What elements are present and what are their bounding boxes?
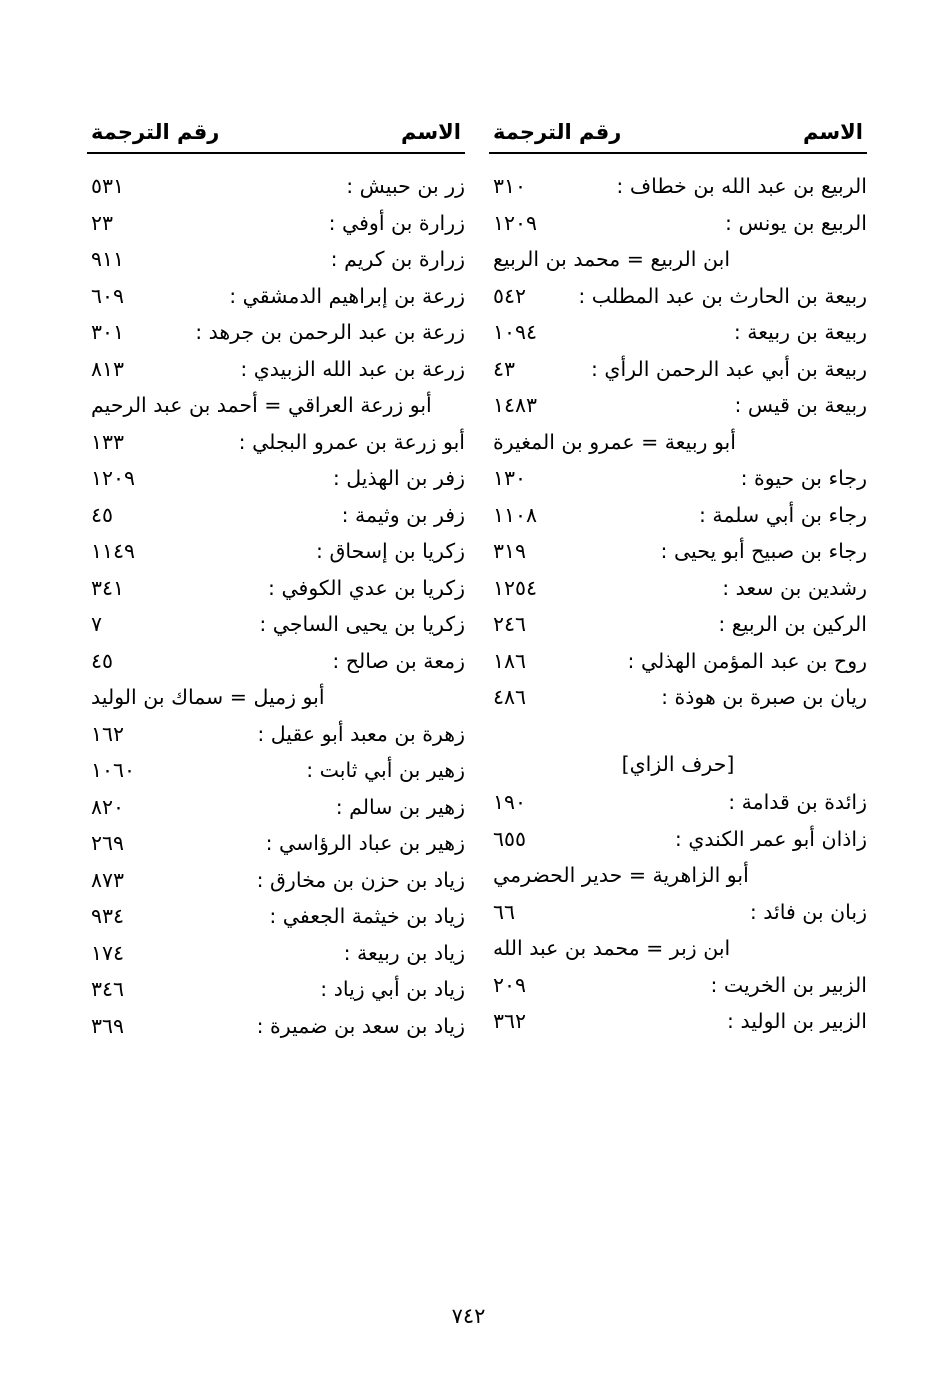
list-item <box>489 314 867 351</box>
entry-name: زفر بن وثيمة : <box>341 502 465 527</box>
entry-name: زرارة بن كريم : <box>330 247 465 271</box>
entry-name: ربيعة بن أبي عبد الرحمن الرأي : <box>590 356 867 381</box>
entry-number: ١٦٢ <box>91 721 125 746</box>
entry-number: ١٧٤ <box>91 940 125 965</box>
column-header-number-label: رقم الترجمة <box>493 120 622 144</box>
entry-name: زهير بن سالم : <box>335 794 465 819</box>
entry-number: ١٣٠ <box>493 466 527 490</box>
entry-number: ٩١١ <box>91 247 125 271</box>
entry-name: زياد بن سعد بن ضميرة : <box>256 1013 465 1038</box>
entry-name: ريان بن صبرة بن هوذة : <box>661 685 867 709</box>
index-columns <box>70 120 867 1044</box>
entry-name: زهير بن أبي ثابت : <box>306 758 465 782</box>
entry-number: ٨٢٠ <box>91 794 125 819</box>
entry-number: ٢٣ <box>91 210 114 235</box>
list-item <box>489 894 867 931</box>
page-number: ٧٤٢ <box>451 1304 486 1328</box>
list-item <box>489 460 867 497</box>
entry-name: زهرة بن معبد أبو عقيل : <box>257 721 465 746</box>
list-item <box>87 606 465 643</box>
entry-name: زياد بن أبي زياد : <box>320 977 465 1001</box>
list-item <box>489 679 867 716</box>
entry-name: الزبير بن الوليد : <box>727 1009 867 1033</box>
list-item <box>489 967 867 1004</box>
entry-number: ٧ <box>91 612 103 636</box>
list-item <box>87 460 465 497</box>
entry-number: ٣١٩ <box>493 539 527 563</box>
entry-number: ١٢٥٤ <box>493 575 538 600</box>
list-item <box>489 930 867 967</box>
list-item <box>489 497 867 534</box>
entry-number: ٢٤٦ <box>493 612 527 636</box>
entry-name: زفر بن الهذيل : <box>332 466 465 490</box>
list-item <box>87 351 465 388</box>
entry-name: زمعة بن صالح : <box>332 648 465 673</box>
entry-number: ١١٤٩ <box>91 539 136 563</box>
entry-number: ١٤٨٣ <box>493 393 538 417</box>
entry-name: زكريا بن عدي الكوفي : <box>268 575 465 600</box>
entry-name: زرعة بن عبد الله الزبيدي : <box>240 356 465 381</box>
entry-name: أبو ربيعة = عمرو بن المغيرة <box>493 429 736 454</box>
entry-list-right <box>489 168 867 1040</box>
entry-number: ٤٨٦ <box>493 685 527 709</box>
entry-name: ابن زبر = محمد بن عبد الله <box>493 936 731 960</box>
entry-name: الركين بن الربيع : <box>718 612 867 636</box>
list-item <box>87 825 465 862</box>
list-item <box>489 606 867 643</box>
list-item <box>489 387 867 424</box>
header-rule-right <box>489 152 867 154</box>
list-item <box>87 278 465 315</box>
entry-number: ١٢٠٩ <box>493 210 538 235</box>
list-item <box>87 898 465 935</box>
column-header-name-label: الاسم <box>803 120 863 144</box>
column-header-left <box>87 120 465 152</box>
list-item <box>87 789 465 826</box>
entry-list-left <box>87 168 465 1044</box>
entry-number: ١٢٠٩ <box>91 466 136 490</box>
section-heading: [حرف الزاي] <box>621 751 735 776</box>
entry-name: رجاء بن حيوة : <box>740 466 867 490</box>
list-item <box>87 533 465 570</box>
entry-number: ١٣٣ <box>91 429 125 454</box>
entry-name: ربيعة بن الحارث بن عبد المطلب : <box>578 283 867 308</box>
list-item <box>489 821 867 858</box>
entry-number: ٣٠١ <box>91 320 125 344</box>
list-item <box>87 643 465 680</box>
entry-number: ٦٥٥ <box>493 826 527 851</box>
list-item <box>489 241 867 278</box>
header-rule-left <box>87 152 465 154</box>
list-item <box>489 570 867 607</box>
list-item <box>489 533 867 570</box>
list-item <box>489 784 867 821</box>
list-item <box>489 278 867 315</box>
column-header-number-label: رقم الترجمة <box>91 120 220 144</box>
entry-name: رشدين بن سعد : <box>722 575 867 600</box>
entry-number: ٥٤٢ <box>493 283 527 308</box>
list-item <box>489 1003 867 1040</box>
entry-number: ١٩٠ <box>493 790 527 814</box>
section-spacer <box>489 716 867 746</box>
column-header-right <box>489 120 867 152</box>
entry-name: رجاء بن صبيح أبو يحيى : <box>660 539 867 563</box>
entry-number: ٥٣١ <box>91 174 125 198</box>
entry-name: أبو زرعة بن عمرو البجلي : <box>238 429 465 454</box>
entry-number: ٣٤١ <box>91 575 125 600</box>
list-item <box>489 643 867 680</box>
list-item <box>87 168 465 205</box>
entry-name: ربيعة بن ربيعة : <box>733 320 867 344</box>
entry-number: ١٨٦ <box>493 648 527 673</box>
entry-name: أبو الزاهرية = حدير الحضرمي <box>493 863 749 887</box>
list-item <box>87 241 465 278</box>
index-column-left <box>87 120 477 1044</box>
entry-name: زكريا بن يحيى الساجي : <box>259 612 465 636</box>
entry-name: زبان بن فائد : <box>749 899 867 924</box>
list-item <box>489 351 867 388</box>
entry-number: ١٠٦٠ <box>91 758 136 782</box>
entry-name: الزبير بن الخريت : <box>710 972 867 997</box>
entry-number: ٣١٠ <box>493 174 527 198</box>
list-item <box>87 205 465 242</box>
entry-name: رجاء بن أبي سلمة : <box>698 502 867 527</box>
entry-name: زياد بن حزن بن مخارق : <box>256 867 465 892</box>
list-item <box>87 862 465 899</box>
entry-name: أبو زرعة العراقي = أحمد بن عبد الرحيم <box>91 393 432 417</box>
entry-name: زرارة بن أوفي : <box>328 210 465 235</box>
entry-number: ٣٦٩ <box>91 1013 125 1038</box>
entry-number: ٨١٣ <box>91 356 125 381</box>
entry-number: ٦٠٩ <box>91 283 125 308</box>
entry-number: ٨٧٣ <box>91 867 125 892</box>
entry-name: زكريا بن إسحاق : <box>316 539 465 563</box>
index-column-right <box>477 120 867 1044</box>
entry-number: ٣٤٦ <box>91 977 125 1001</box>
entry-number: ١٠٩٤ <box>493 320 538 344</box>
entry-number: ١١٠٨ <box>493 502 538 527</box>
entry-name: زهير بن عباد الرؤاسي : <box>265 831 465 855</box>
entry-number: ٢٦٩ <box>91 831 125 855</box>
list-item <box>87 971 465 1008</box>
list-item <box>87 752 465 789</box>
entry-number: ٦٦ <box>493 899 516 924</box>
list-item <box>87 424 465 461</box>
list-item <box>489 205 867 242</box>
entry-name: زرعة بن إبراهيم الدمشقي : <box>229 283 465 308</box>
list-item <box>87 387 465 424</box>
list-item <box>489 857 867 894</box>
entry-name: ابن الربيع = محمد بن الربيع <box>493 247 731 271</box>
entry-number: ٩٣٤ <box>91 904 125 928</box>
entry-name: زياد بن خيثمة الجعفي : <box>269 904 465 928</box>
entry-name: زياد بن ربيعة : <box>343 940 465 965</box>
list-item <box>87 716 465 753</box>
list-item <box>87 1008 465 1045</box>
entry-name: الربيع بن يونس : <box>725 210 867 235</box>
list-item <box>87 935 465 972</box>
list-item <box>87 314 465 351</box>
entry-name: زائدة بن قدامة : <box>728 790 867 814</box>
list-item <box>489 168 867 205</box>
entry-number: ٣٦٢ <box>493 1009 527 1033</box>
list-item <box>489 424 867 461</box>
entry-name: زرعة بن عبد الرحمن بن جرهد : <box>195 320 465 344</box>
entry-name: زر بن حبيش : <box>346 174 465 198</box>
entry-name: ربيعة بن قيس : <box>734 393 867 417</box>
entry-name: أبو زميل = سماك بن الوليد <box>91 685 325 709</box>
list-item <box>87 570 465 607</box>
entry-number: ٤٥ <box>91 502 114 527</box>
entry-name: الربيع بن عبد الله بن خطاف : <box>616 174 867 198</box>
entry-number: ٤٥ <box>91 648 114 673</box>
entry-name: زاذان أبو عمر الكندي : <box>674 826 867 851</box>
list-item <box>87 497 465 534</box>
list-item <box>87 679 465 716</box>
entry-name: روح بن عبد المؤمن الهذلي : <box>627 648 867 673</box>
column-header-name-label: الاسم <box>401 120 461 144</box>
entry-number: ٢٠٩ <box>493 972 527 997</box>
entry-number: ٤٣ <box>493 356 516 381</box>
